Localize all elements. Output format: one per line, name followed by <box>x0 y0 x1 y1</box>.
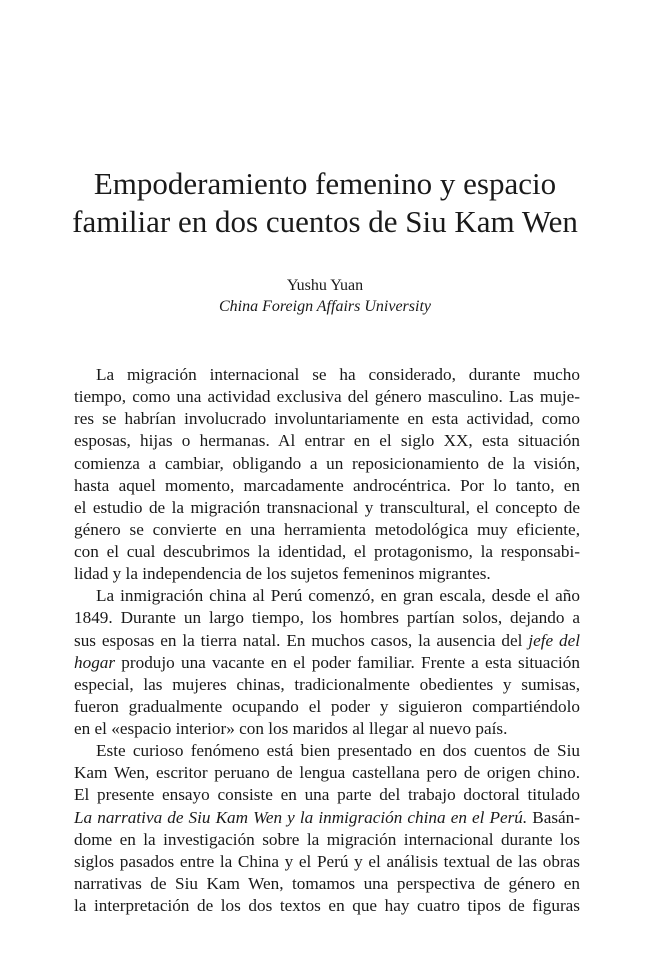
text-line: res se habrían involucrado involuntariamente en esta actividad, como <box>74 409 580 429</box>
text-line <box>74 652 580 674</box>
text-line: lidad y la independencia de los sujetos femeninos migrantes. <box>74 564 491 584</box>
text-line: dome en la investigación sobre la migración internacional durante los <box>74 829 580 849</box>
text-line: Este curioso fenómeno está bien presentado en dos cuentos de Siu <box>96 741 580 761</box>
text-line: siglos pasados entre la China y el Perú y el análisis textual de las obras <box>74 851 580 871</box>
italic-term: jefe del <box>528 630 581 650</box>
text-fragment: produjo una vacante en el poder familiar. Frente a esta situación <box>121 652 580 672</box>
text-line: la interpretación de los dos textos en que hay cuatro tipos de figuras <box>74 896 580 915</box>
text-line <box>74 807 580 829</box>
text-line: en el «espacio interior» con los maridos al llegar al nuevo país. <box>74 719 508 738</box>
text-line: tiempo, como una actividad exclusiva del género masculino. Las muje- <box>74 387 580 407</box>
paragraph-1 <box>74 364 580 585</box>
author-affiliation: China Foreign Affairs University <box>219 298 431 315</box>
paragraph-3 <box>74 740 580 917</box>
text-line: El presente ensayo consiste en una parte del trabajo doctoral titulado <box>74 785 580 805</box>
text-line: fueron gradualmente ocupando el poder y siguieron compartiéndolo <box>74 696 580 716</box>
text-line: La migración internacional se ha considerado, durante mucho <box>96 365 580 384</box>
text-line: hasta aquel momento, marcadamente androcéntrica. Por lo tanto, en <box>74 475 580 495</box>
text-line: La inmigración china al Perú comenzó, en gran escala, desde el año <box>96 586 580 606</box>
text-line: el estudio de la migración transnacional y transcultural, el concepto de <box>74 497 580 517</box>
title-line: Empoderamiento femenino y espacio <box>93 166 557 201</box>
text-line: esposas, hijas o hermanas. Al entrar en el siglo XX, esta situación <box>74 431 580 451</box>
text-line: Kam Wen, escritor peruano de lengua castellana pero de origen chino. <box>74 763 580 783</box>
italic-title: La narrativa de Siu Kam Wen y la inmigración china en el Perú. <box>74 807 528 827</box>
text-line: 1849. Durante un largo tiempo, los hombres partían solos, dejando a <box>74 608 580 628</box>
text-line: especial, las mujeres chinas, tradicionalmente obedientes y sumisas, <box>74 674 580 694</box>
title-line: familiar en dos cuentos de Siu Kam Wen <box>72 204 578 239</box>
text-line: con el cual descubrimos la identidad, el protagonismo, la responsabi- <box>74 542 580 561</box>
text-line: género se convierte en una herramienta metodológica muy eficiente, <box>74 519 580 539</box>
italic-term: hogar <box>74 652 116 672</box>
text-fragment: Basán- <box>532 807 580 827</box>
text-line <box>74 630 580 652</box>
author-name: Yushu Yuan <box>286 277 364 294</box>
article-body <box>74 364 580 917</box>
text-line: comienza a cambiar, obligando a un reposicionamiento de la visión, <box>74 453 580 473</box>
article-title <box>40 165 610 241</box>
text-line: narrativas de Siu Kam Wen, tomamos una perspectiva de género en <box>74 873 580 893</box>
text-fragment: sus esposas en la tierra natal. En muchos casos, la ausencia del <box>74 630 523 650</box>
paragraph-2 <box>74 585 580 740</box>
